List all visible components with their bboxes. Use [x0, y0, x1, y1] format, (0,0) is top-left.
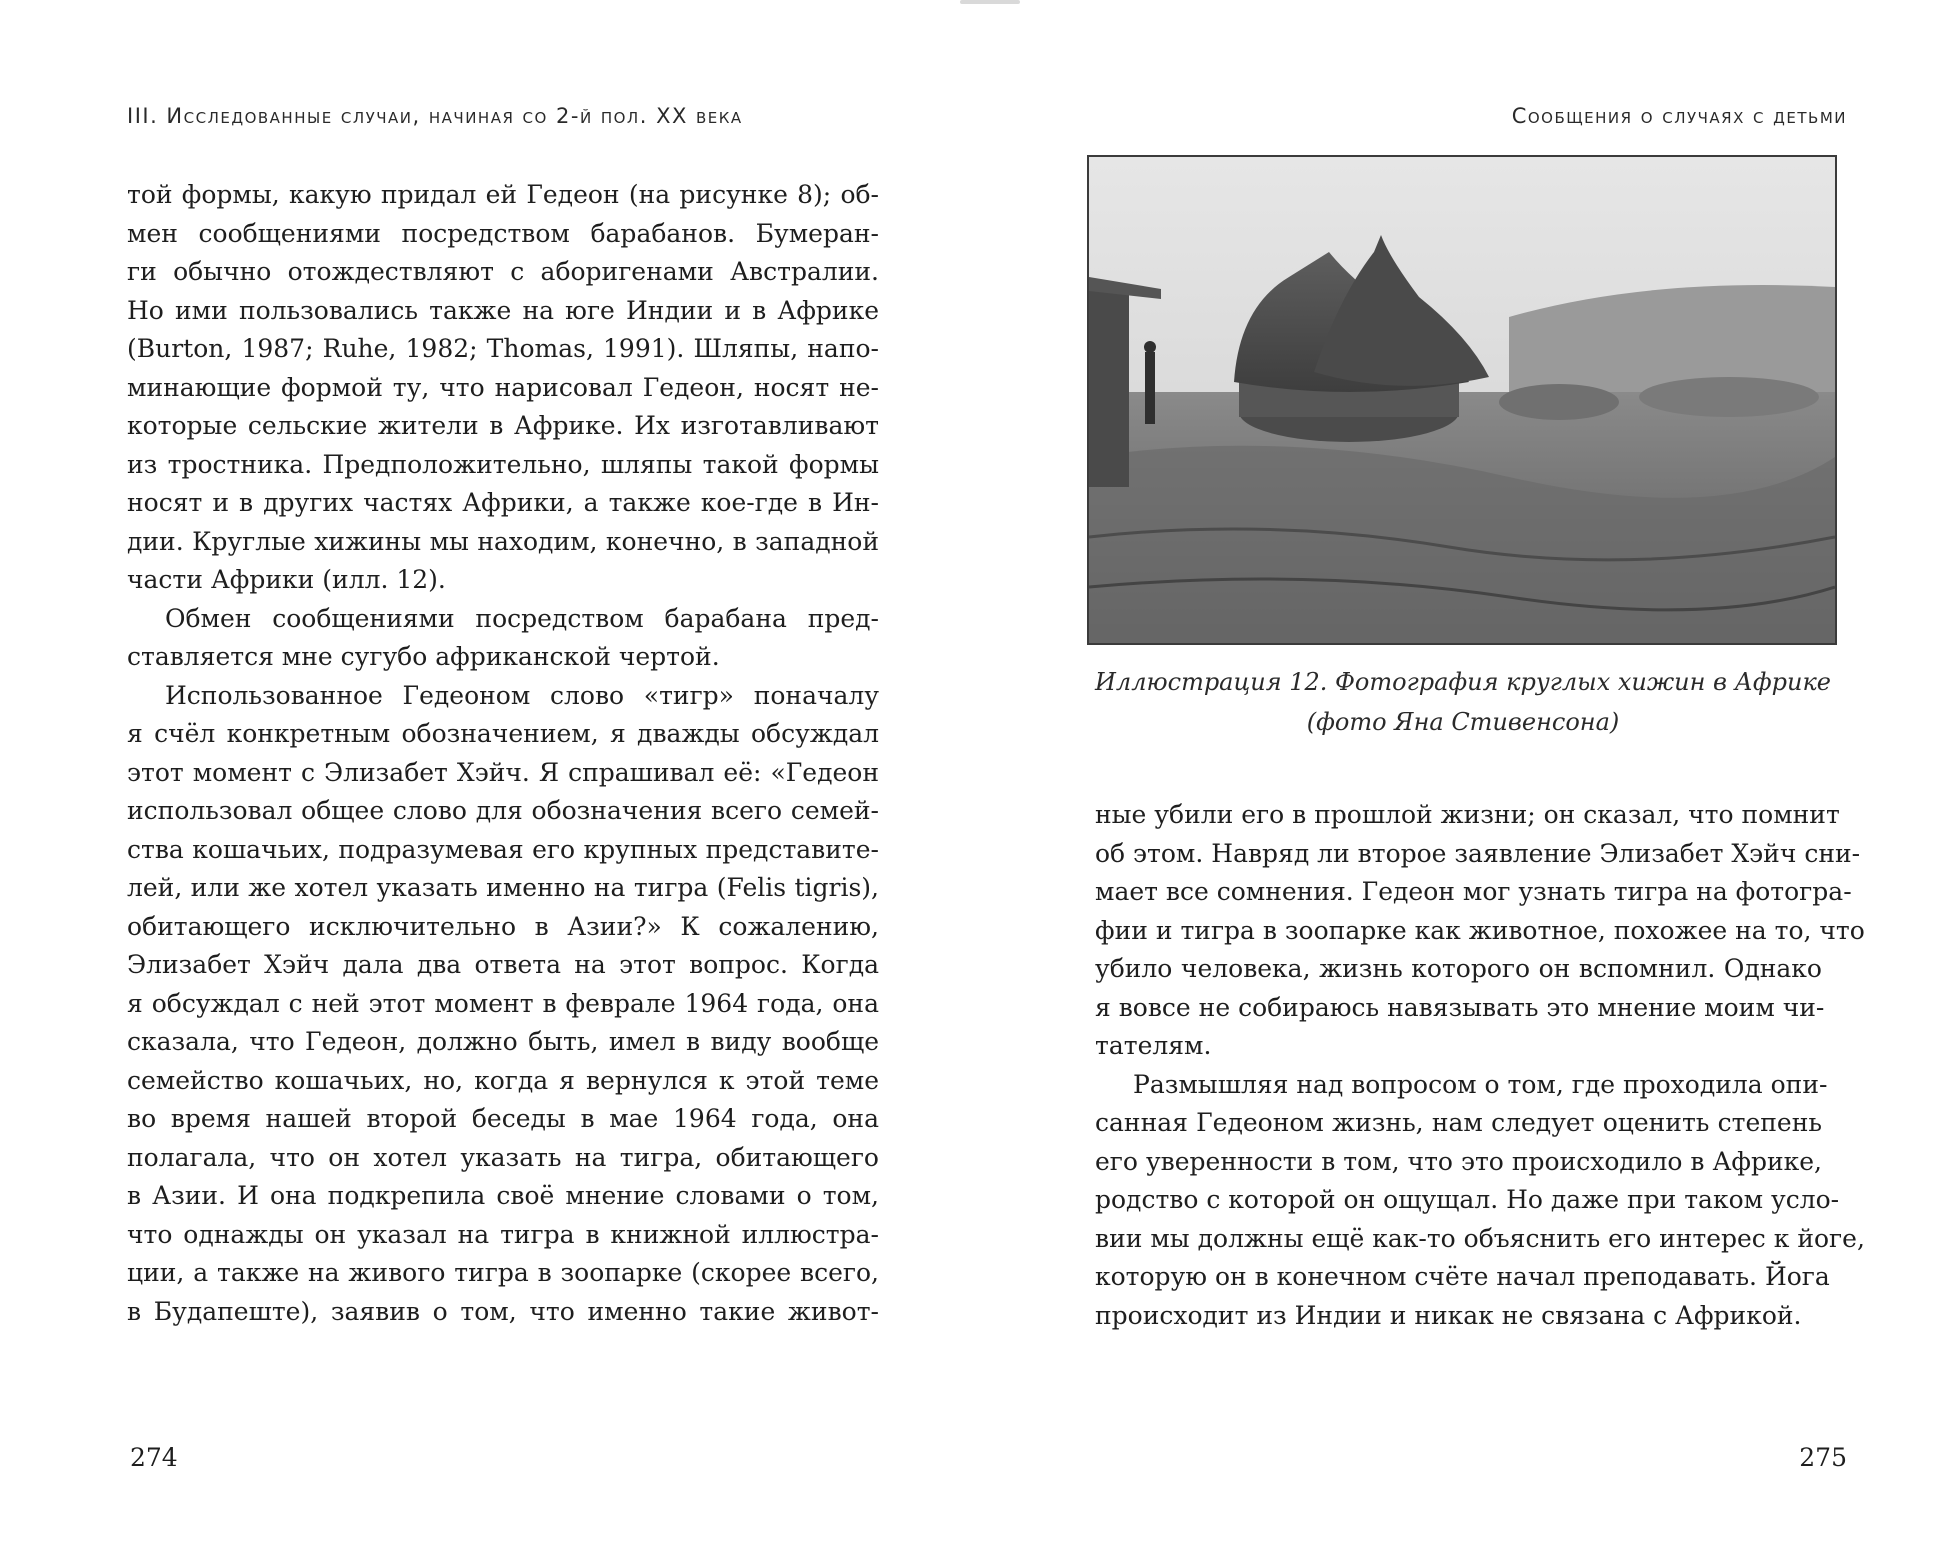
text-line: лей, или же хотел указать именно на тигра (Felis tigris),: [127, 873, 879, 902]
text-line: я обсуждал с ней этот момент в феврале 1964 года, она: [127, 988, 879, 1018]
text-line: во время нашей второй беседы в мае 1964 года, она: [127, 1104, 879, 1133]
text-line: обитающего исключительно в Азии?» К сожалению,: [127, 911, 879, 941]
left-paragraph-3: [127, 677, 879, 1332]
text-line: которую он в конечном счёте начал преподавать. Йога: [1095, 1262, 1830, 1291]
text-line: происходит из Индии и никак не связана с Африкой.: [1095, 1300, 1802, 1330]
text-line: что однажды он указал на тигра в книжной иллюстра-: [127, 1219, 879, 1249]
text-line: Но ими пользовались также на юге Индии и в Африке: [127, 295, 879, 325]
text-line: полагала, что он хотел указать на тигра, обитающего: [127, 1142, 879, 1172]
text-line: ства кошачьих, подразумевая его крупных представите-: [127, 834, 879, 864]
text-line: я счёл конкретным обозначением, я дважды обсуждал: [127, 719, 879, 748]
text-line: использовал общее слово для обозначения всего семей-: [127, 796, 879, 825]
text-line: Обмен сообщениями посредством барабана пред-: [165, 603, 879, 633]
figure-caption: [1068, 662, 1858, 742]
right-paragraph-1: [1095, 796, 1865, 1066]
text-line: вии мы должны ещё как-то объяснить его интерес к йоге,: [1095, 1223, 1865, 1253]
text-line: Использованное Гедеоном слово «тигр» поначалу: [165, 680, 879, 710]
text-line: ги обычно отождествляют с аборигенами Австралии.: [127, 257, 879, 286]
text-line: сказала, что Гедеон, должно быть, имел в виду вообще: [127, 1027, 879, 1056]
text-line: ции, а также на живого тигра в зоопарке (скорее всего,: [127, 1258, 879, 1287]
text-line: мает все сомнения. Гедеон мог узнать тигра на фотогра-: [1095, 877, 1852, 906]
left-body-text: [127, 176, 879, 1331]
text-line: я вовсе не собираюсь навязывать это мнение моим чи-: [1095, 992, 1825, 1022]
right-body-text: [1095, 796, 1865, 1335]
left-paragraph-1: [127, 176, 879, 600]
text-line: этот момент с Элизабет Хэйч. Я спрашивал её: «Гедеон: [127, 757, 879, 787]
text-line: минающие формой ту, что нарисовал Гедеон, носят не-: [127, 372, 879, 402]
text-line: в Будапеште), заявив о том, что именно такие живот-: [127, 1296, 879, 1326]
text-line: (Burton, 1987; Ruhe, 1982; Thomas, 1991). Шляпы, напо-: [127, 334, 879, 363]
text-line: семейство кошачьих, но, когда я вернулся к этой теме: [127, 1065, 879, 1095]
caption-line-2: (фото Яна Стивенсона): [1306, 708, 1620, 736]
caption-line-1: Иллюстрация 12. Фотография круглых хижин в Африке: [1095, 668, 1831, 696]
left-running-head: III. Исследованные случаи, начиная со 2-й пол. XX века: [127, 104, 743, 128]
text-line: ные убили его в прошлой жизни; он сказал, что помнит: [1095, 800, 1840, 829]
text-line: его уверенности в том, что это происходило в Африке,: [1095, 1146, 1822, 1176]
text-line: которые сельские жители в Африке. Их изготавливают: [127, 411, 879, 440]
text-line: той формы, какую придал ей Гедеон (на рисунке 8); об-: [127, 180, 879, 209]
photo-illustration: [1089, 157, 1835, 643]
text-line: тателям.: [1095, 1031, 1212, 1060]
left-page-number: 274: [130, 1443, 178, 1472]
text-line: из тростника. Предположительно, шляпы такой формы: [127, 449, 879, 479]
hut-photograph: [1087, 155, 1837, 645]
text-line: носят и в других частях Африки, а также кое-где в Ин-: [127, 488, 879, 517]
right-page: [968, 0, 1936, 1565]
right-page-number: 275: [1799, 1443, 1847, 1472]
text-line: мен сообщениями посредством барабанов. Бумеран-: [127, 218, 879, 248]
text-line: в Азии. И она подкрепила своё мнение словами о том,: [127, 1181, 879, 1210]
text-line: об этом. Навряд ли второе заявление Элизабет Хэйч сни-: [1095, 838, 1861, 868]
text-line: Размышляя над вопросом о том, где проходила опи-: [1133, 1069, 1828, 1099]
text-line: убило человека, жизнь которого он вспомнил. Однако: [1095, 954, 1822, 983]
text-line: ставляется мне сугубо африканской чертой.: [127, 642, 720, 671]
right-paragraph-2: [1095, 1066, 1865, 1336]
text-line: родство с которой он ощущал. Но даже при таком усло-: [1095, 1185, 1840, 1214]
text-line: санная Гедеоном жизнь, нам следует оценить степень: [1095, 1108, 1822, 1137]
text-line: части Африки (илл. 12).: [127, 565, 446, 594]
text-line: фии и тигра в зоопарке как животное, похожее на то, что: [1095, 915, 1865, 945]
text-line: Элизабет Хэйч дала два ответа на этот вопрос. Когда: [127, 950, 879, 979]
text-line: дии. Круглые хижины мы находим, конечно, в западной: [127, 526, 879, 556]
right-running-head: Сообщения о случаях с детьми: [1511, 104, 1847, 128]
left-paragraph-2: [127, 600, 879, 677]
